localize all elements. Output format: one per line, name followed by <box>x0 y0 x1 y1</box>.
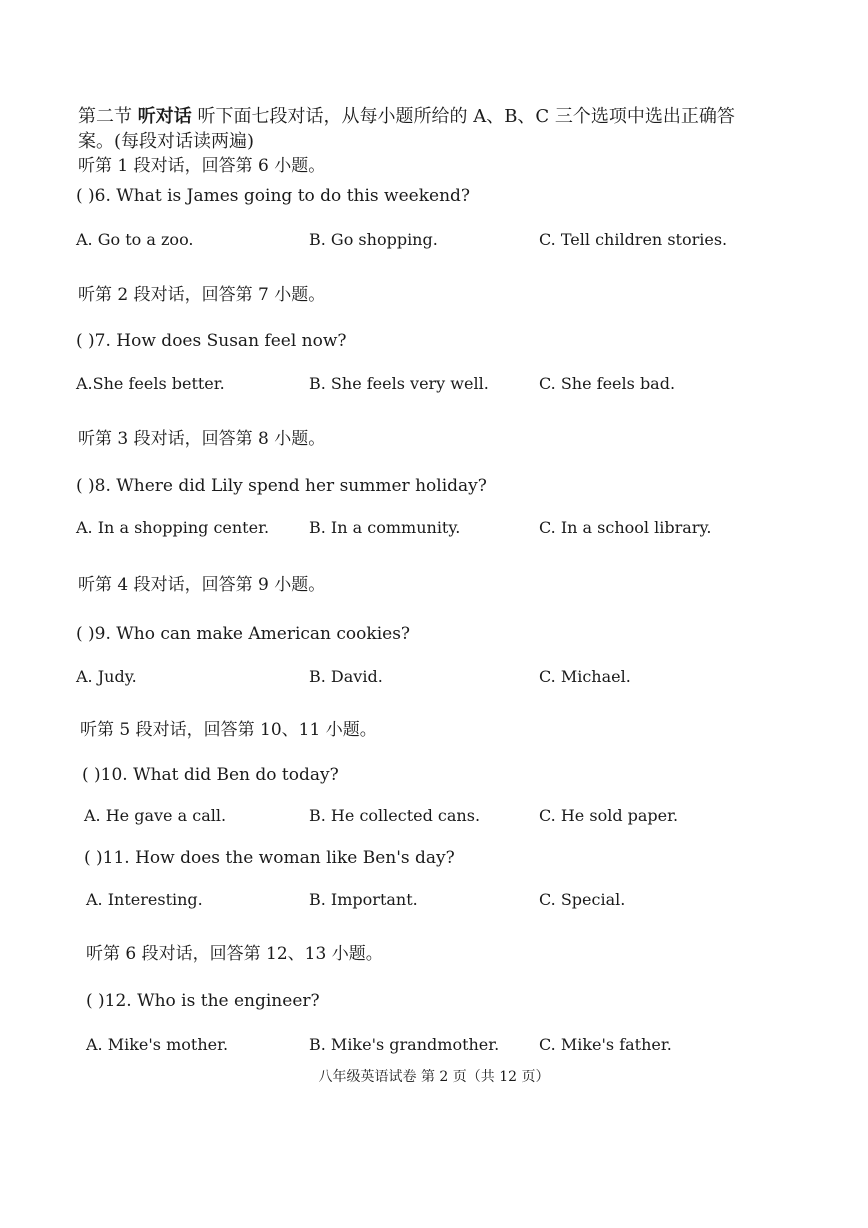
question-stem: ( )11. How does the woman like Ben's day? <box>84 848 455 868</box>
page-footer: 八年级英语试卷 第 2 页（共 12 页） <box>318 1069 550 1085</box>
option-c: C. In a school library. <box>539 518 712 537</box>
option-c: C. Tell children stories. <box>539 230 728 249</box>
question-stem: ( )6. What is James going to do this weekend? <box>76 186 471 206</box>
option-a: A. He gave a call. <box>84 806 227 825</box>
question-stem: ( )10. What did Ben do today? <box>82 765 339 785</box>
group-intro: 听第 6 段对话，回答第 12、13 小题。 <box>86 944 383 964</box>
option-c: C. Mike's father. <box>539 1035 672 1054</box>
section-instruction-cont: 案。(每段对话读两遍) <box>78 131 255 152</box>
group-intro: 听第 1 段对话，回答第 6 小题。 <box>78 156 326 176</box>
option-a: A. Go to a zoo. <box>76 230 194 249</box>
section-instruction: 听下面七段对话，从每小题所给的 A、B、C 三个选项中选出正确答 <box>197 106 735 127</box>
option-a: A. Mike's mother. <box>86 1035 229 1054</box>
question-stem: ( )12. Who is the engineer? <box>86 991 320 1011</box>
option-b: B. Important. <box>309 890 418 909</box>
question-stem: ( )7. How does Susan feel now? <box>76 331 347 351</box>
group-intro: 听第 3 段对话，回答第 8 小题。 <box>78 429 326 449</box>
option-c: C. He sold paper. <box>539 806 679 825</box>
section-name: 听对话 <box>137 106 192 127</box>
option-b: B. He collected cans. <box>309 806 481 825</box>
option-b: B. David. <box>309 667 383 686</box>
group-intro: 听第 4 段对话，回答第 9 小题。 <box>78 575 326 595</box>
question-stem: ( )9. Who can make American cookies? <box>76 624 411 644</box>
option-c: C. Special. <box>539 890 626 909</box>
option-b: B. In a community. <box>309 518 461 537</box>
option-b: B. Mike's grandmother. <box>309 1035 500 1054</box>
option-a: A. In a shopping center. <box>76 518 270 537</box>
option-a: A.She feels better. <box>76 374 225 393</box>
option-c: C. She feels bad. <box>539 374 676 393</box>
option-b: B. She feels very well. <box>309 374 489 393</box>
section-number: 第二节 <box>78 106 132 127</box>
option-b: B. Go shopping. <box>309 230 438 249</box>
question-stem: ( )8. Where did Lily spend her summer holiday? <box>76 476 487 496</box>
option-c: C. Michael. <box>539 667 631 686</box>
group-intro: 听第 5 段对话，回答第 10、11 小题。 <box>80 720 377 740</box>
group-intro: 听第 2 段对话，回答第 7 小题。 <box>78 285 326 305</box>
section-heading <box>78 107 735 127</box>
option-a: A. Interesting. <box>86 890 203 909</box>
option-a: A. Judy. <box>76 667 137 686</box>
